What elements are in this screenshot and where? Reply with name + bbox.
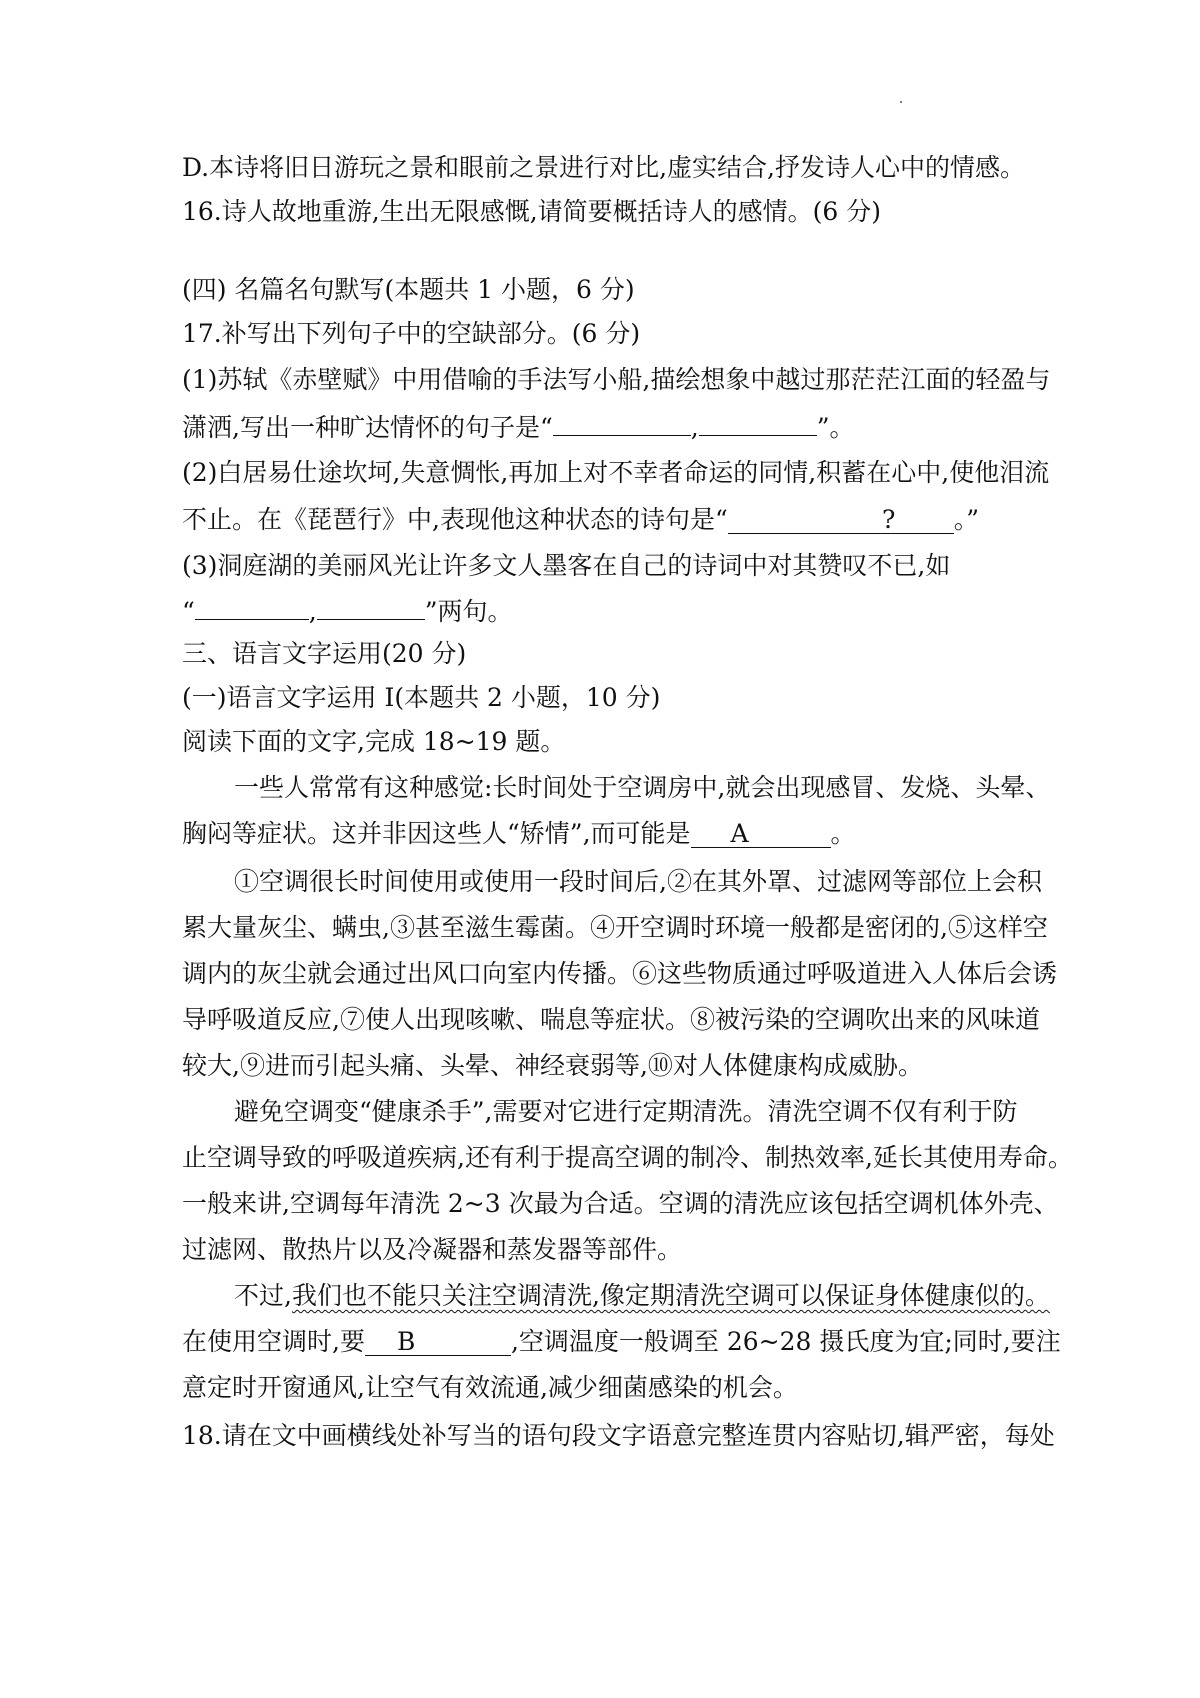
answer-blank[interactable] (195, 619, 309, 620)
passage-p1-close: 。 (830, 819, 856, 848)
passage-p2-line4: 导呼吸道反应,⑦使人出现咳嗽、喘息等症状。⑧被污染的空调吹出来的风味道 (182, 1005, 1040, 1034)
passage-p3-line1: 避免空调变“健康杀手”,需要对它进行定期清洗。清洗空调不仅有利于防 (234, 1097, 1018, 1126)
passage-p3-line3: 一般来讲,空调每年清洗 2~3 次最为合适。空调的清洗应该包括空调机体外壳、 (182, 1189, 1059, 1218)
wavy-underlined-sentence: 我们也不能只关注空调清洗,像定期清洗空调可以保证身体健康似的。 (291, 1281, 1050, 1310)
answer-blank[interactable] (553, 435, 691, 436)
passage-p4-line2 (182, 1324, 1061, 1360)
section-heading-4: (四) 名篇名句默写(本题共 1 小题，6 分) (182, 275, 635, 304)
passage-p4-line1 (234, 1278, 1050, 1314)
q17-part3-line2 (182, 594, 1032, 630)
question-18: 18.请在文中画横线处补写当的语句段文字语意完整连贯内容贴切,辑严密，每处 (182, 1421, 1055, 1450)
answer-blank[interactable] (728, 507, 954, 534)
passage-p1-text: 胸闷等症状。这并非因这些人“矫情”,而可能是 (182, 819, 691, 848)
blank-label-a: A (730, 819, 749, 848)
passage-p2-line5: 较大,⑨进而引起头痛、头晕、神经衰弱等,⑩对人体健康构成威胁。 (182, 1051, 923, 1080)
q17-part3-close: ”两句。 (424, 597, 513, 626)
q17-part3-line1: (3)洞庭湖的美丽风光让许多文人墨客在自己的诗词中对其赞叹不已,如 (182, 551, 951, 580)
passage-p1-line2 (182, 816, 1032, 852)
passage-p4-text-cont: ,空调温度一般调至 26~28 摄氏度为宜;同时,要注 (510, 1327, 1061, 1356)
answer-blank-a[interactable] (691, 821, 831, 848)
answer-blank[interactable] (699, 435, 817, 436)
blank-separator: , (690, 413, 699, 442)
passage-p3-line2: 止空调导致的呼吸道疾病,还有利于提高空调的制冷、制热效率,延长其使用寿命。 (182, 1143, 1073, 1172)
blank-label-b: B (396, 1327, 416, 1356)
subsection-heading-1: (一)语言文字运用 I(本题共 2 小题，10 分) (182, 683, 661, 712)
passage-p2-line3: 调内的灰尘就会通过出风口向室内传播。⑥这些物质通过呼吸道进入人体后会诱 (182, 959, 1058, 988)
passage-p4-text: 在使用空调时,要 (182, 1327, 365, 1356)
q17-part2-close: 。” (953, 505, 980, 534)
passage-p1-line1: 一些人常常有这种感觉:长时间处于空调房中,就会出现感冒、发烧、头晕、 (234, 773, 1051, 802)
passage-p4-line3: 意定时开窗通风,让空气有效流通,减少细菌感染的机会。 (182, 1373, 798, 1402)
answer-blank[interactable] (317, 619, 425, 620)
blank-separator: , (308, 597, 317, 626)
reading-instruction: 阅读下面的文字,完成 18~19 题。 (182, 727, 566, 756)
q17-part2-line1: (2)白居易仕途坎坷,失意惆怅,再加上对不幸者命运的同情,积蓄在心中,使他泪流 (182, 458, 1050, 487)
q17-part2-text: 不止。在《琵琶行》中,表现他这种状态的诗句是“ (182, 505, 728, 534)
q17-part1-line1: (1)苏轼《赤壁赋》中用借喻的手法写小船,描绘想象中越过那茫茫江面的轻盈与 (182, 365, 1051, 394)
answer-blank-b[interactable] (365, 1329, 511, 1356)
question-17: 17.补写出下列句子中的空缺部分。(6 分) (182, 319, 641, 348)
option-d: D.本诗将旧日游玩之景和眼前之景进行对比,虚实结合,抒发诗人心中的情感。 (182, 153, 1025, 182)
question-16: 16.诗人故地重游,生出无限感慨,请简要概括诗人的感情。(6 分) (182, 197, 882, 226)
q17-part2-line2 (182, 502, 1032, 538)
q17-part1-line2 (182, 410, 1032, 446)
q17-part1-close: ”。 (816, 413, 855, 442)
q17-part1-text: 潇洒,写出一种旷达情怀的句子是“ (182, 413, 553, 442)
open-quote: “ (182, 597, 195, 626)
passage-p2-line2: 累大量灰尘、螨虫,③甚至滋生霉菌。④开空调时环境一般都是密闭的,⑤这样空 (182, 913, 1048, 942)
page-speck (900, 101, 902, 103)
blank-mark: ? (882, 505, 896, 534)
passage-p4-text: 不过, (234, 1281, 292, 1310)
section-heading-3: 三、语言文字运用(20 分) (182, 639, 467, 668)
passage-p3-line4: 过滤网、散热片以及冷凝器和蒸发器等部件。 (182, 1235, 683, 1264)
passage-p2-line1: ①空调很长时间使用或使用一段时间后,②在其外罩、过滤网等部位上会积 (234, 867, 1042, 896)
